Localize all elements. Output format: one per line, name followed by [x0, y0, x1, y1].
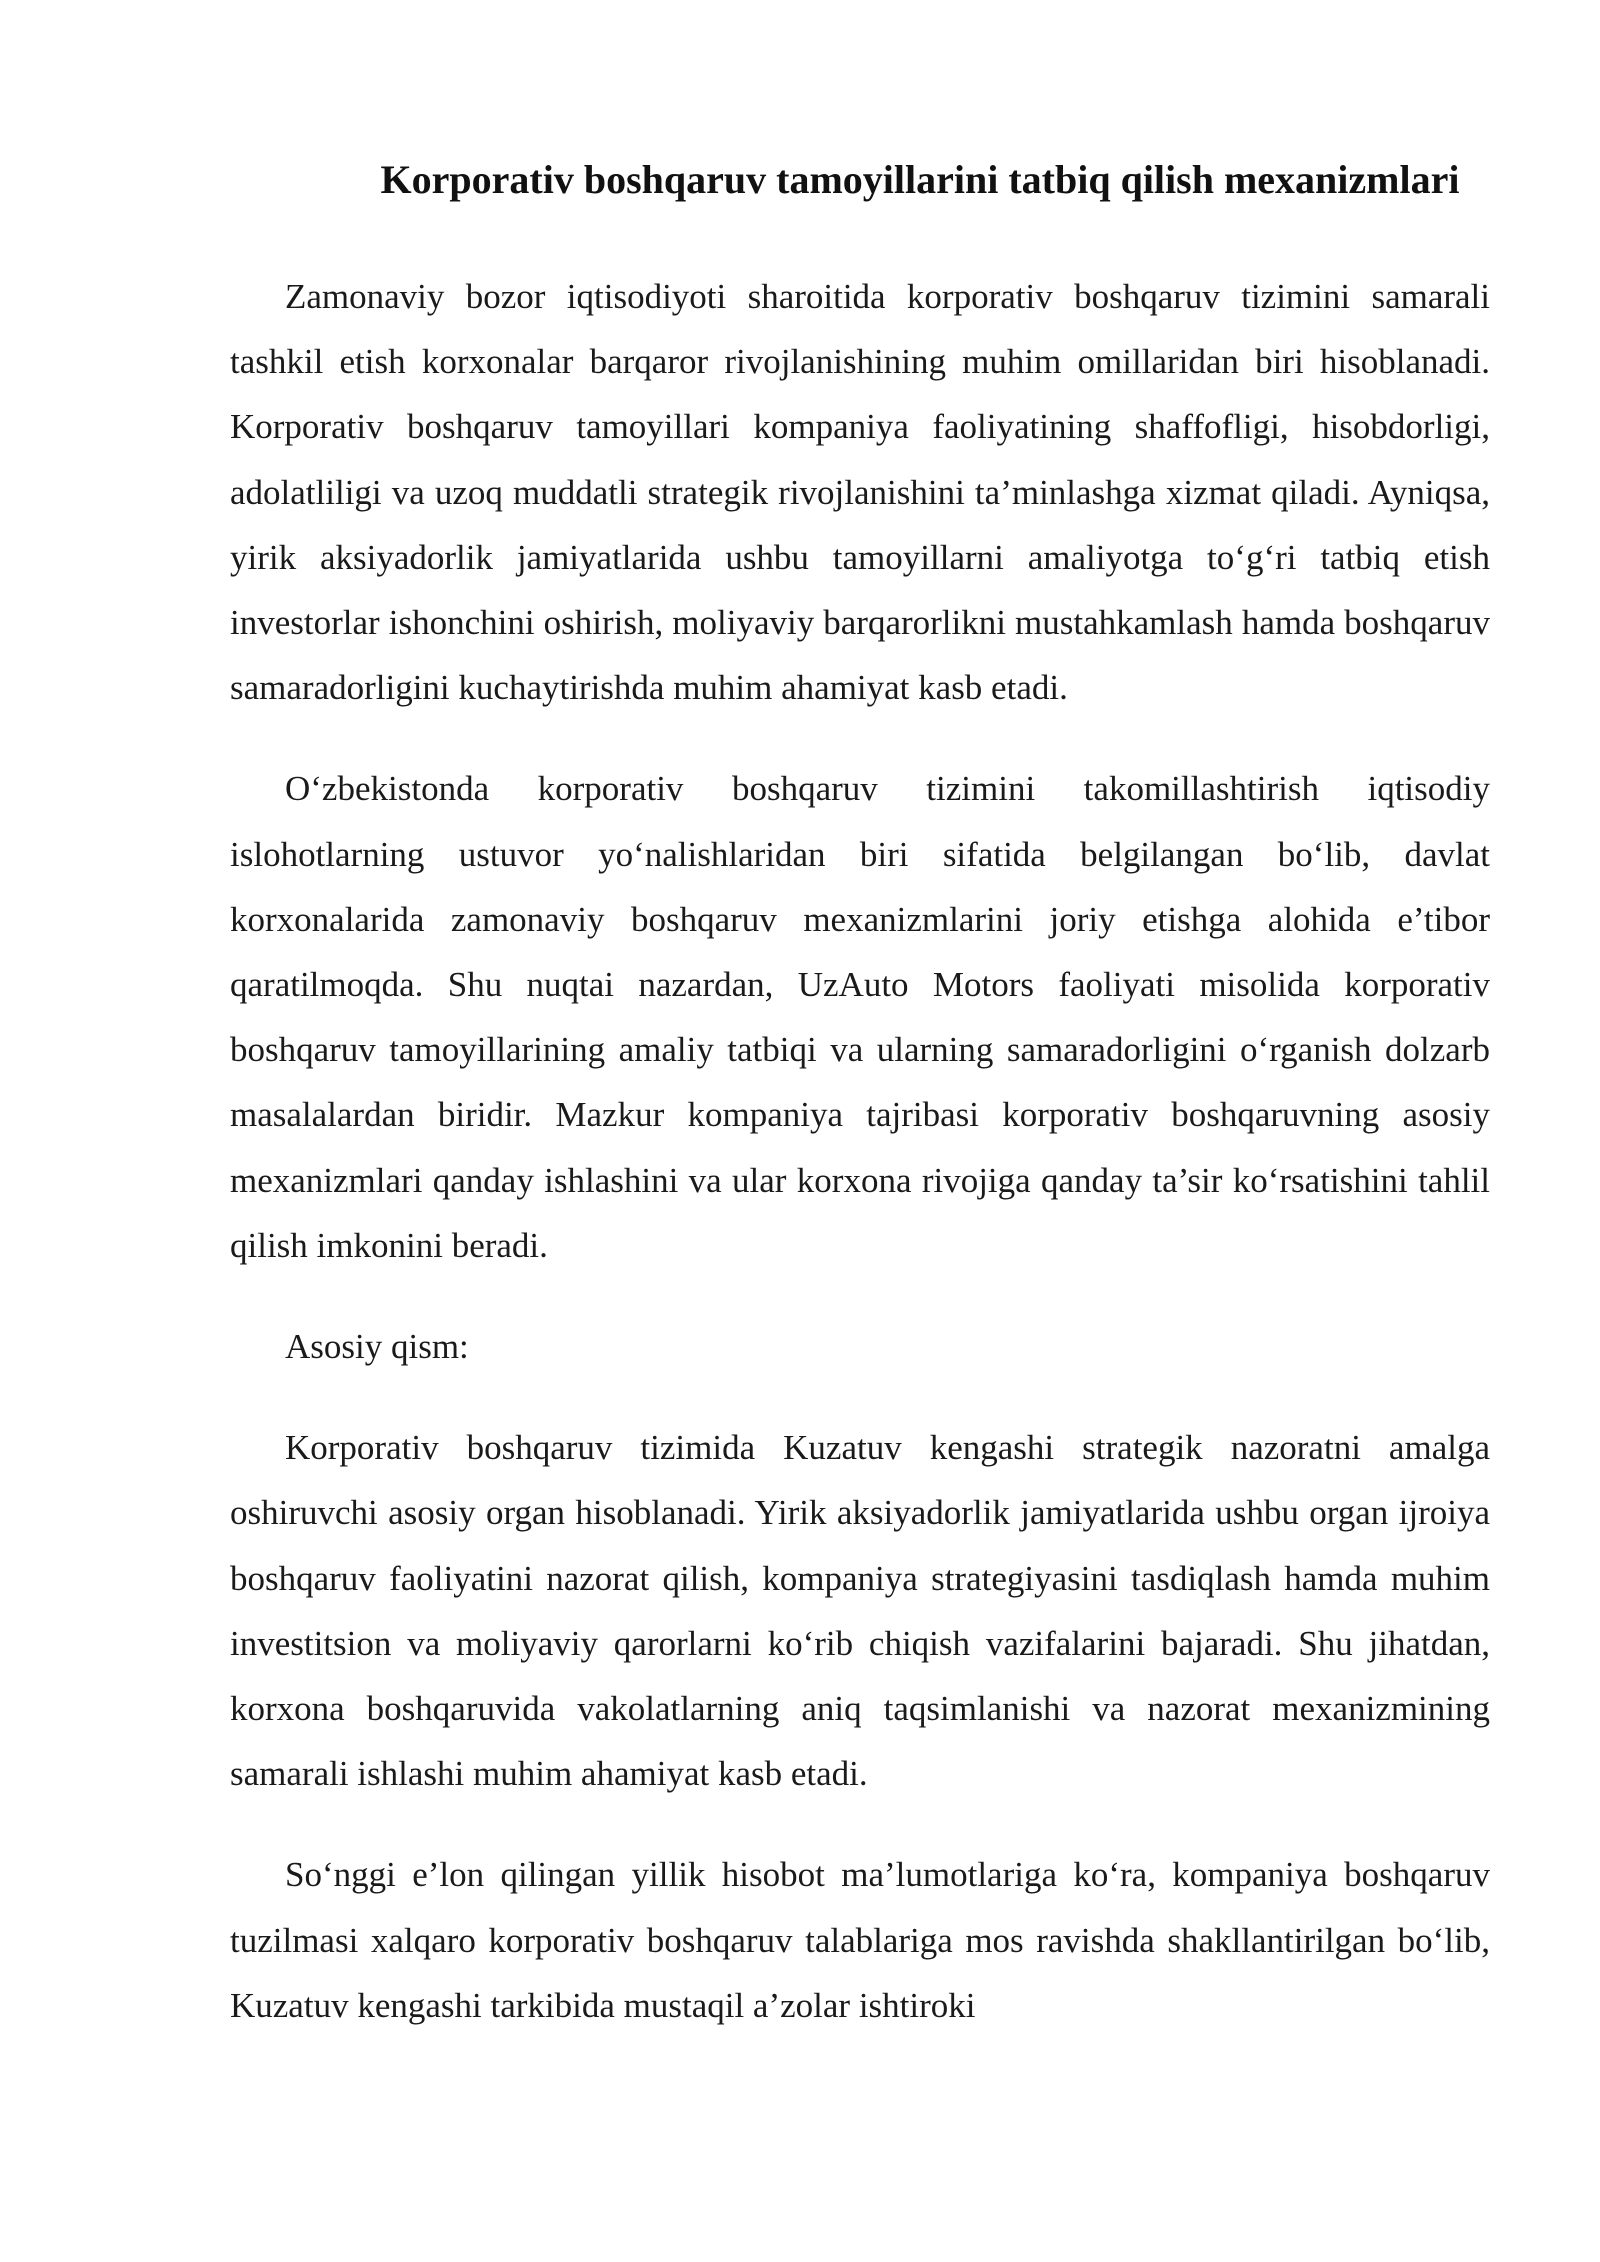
paragraph-intro: Zamonaviy bozor iqtisodiyoti sharoitida korporativ boshqaruv tizimini samarali tashkil etish korxonalar barqaror rivojlanishining muhim omillaridan biri hisoblanadi. Korporativ boshqaruv tamoyillari kompaniya faoliyatining shaffofligi, hisobdorligi, adolatliligi va uzoq muddatli strategik rivojlanishini ta’minlashga xizmat qiladi. Ayniqsa, yirik aksiyadorlik jamiyatlarida ushbu tamoyillarni amaliyotga to‘g‘ri tatbiq etish investorlar ishonchini oshirish, moliyaviy barqarorlikni mustahkamlash hamda boshqaruv samaradorligini kuchaytirishda muhim ahamiyat kasb etadi.: [230, 277, 1490, 708]
paragraph-supervisory-board: Korporativ boshqaruv tizimida Kuzatuv kengashi strategik nazoratni amalga oshiruvchi asosiy organ hisoblanadi. Yirik aksiyadorlik jamiyatlarida ushbu organ ijroiya boshqaruv faoliyatini nazorat qilish, kompaniya strategiyasini tasdiqlash hamda muhim investitsion va moliyaviy qarorlarni ko‘rib chiqish vazifalarini bajaradi. Shu jihatdan, korxona boshqaruvida vakolatlarning aniq taqsimlanishi va nazorat mexanizmining samarali ishlashi muhim ahamiyat kasb etadi.: [230, 1428, 1490, 1794]
section-heading-main: Asosiy qism:: [285, 1327, 469, 1367]
paragraph-annual-report: So‘nggi e’lon qilingan yillik hisobot ma’lumotlariga ko‘ra, kompaniya boshqaruv tuzilmasi xalqaro korporativ boshqaruv talablariga mos ravishda shakllantirilgan bo‘lib, Kuzatuv kengashi tarkibida mustaqil a’zolar ishtiroki: [230, 1855, 1490, 2025]
document-page: [230, 140, 1490, 2074]
paragraph-uzbekistan: O‘zbekistonda korporativ boshqaruv tizimini takomillashtirish iqtisodiy islohotlarning ustuvor yo‘nalishlaridan biri sifatida belgilangan bo‘lib, davlat korxonalarida zamonaviy boshqaruv mexanizmlarini joriy etishga alohida e’tibor qaratilmoqda. Shu nuqtai nazardan, UzAuto Motors faoliyati misolida korporativ boshqaruv tamoyillarining amaliy tatbiqi va ularning samaradorligini o‘rganish dolzarb masalalardan biridir. Mazkur kompaniya tajribasi korporativ boshqaruvning asosiy mexanizmlari qanday ishlashini va ular korxona rivojiga qanday ta’sir ko‘rsatishini tahlil qilish imkonini beradi.: [230, 769, 1490, 1265]
document-title: Korporativ boshqaruv tamoyillarini tatbiq qilish mexanizmlari: [380, 157, 1460, 202]
